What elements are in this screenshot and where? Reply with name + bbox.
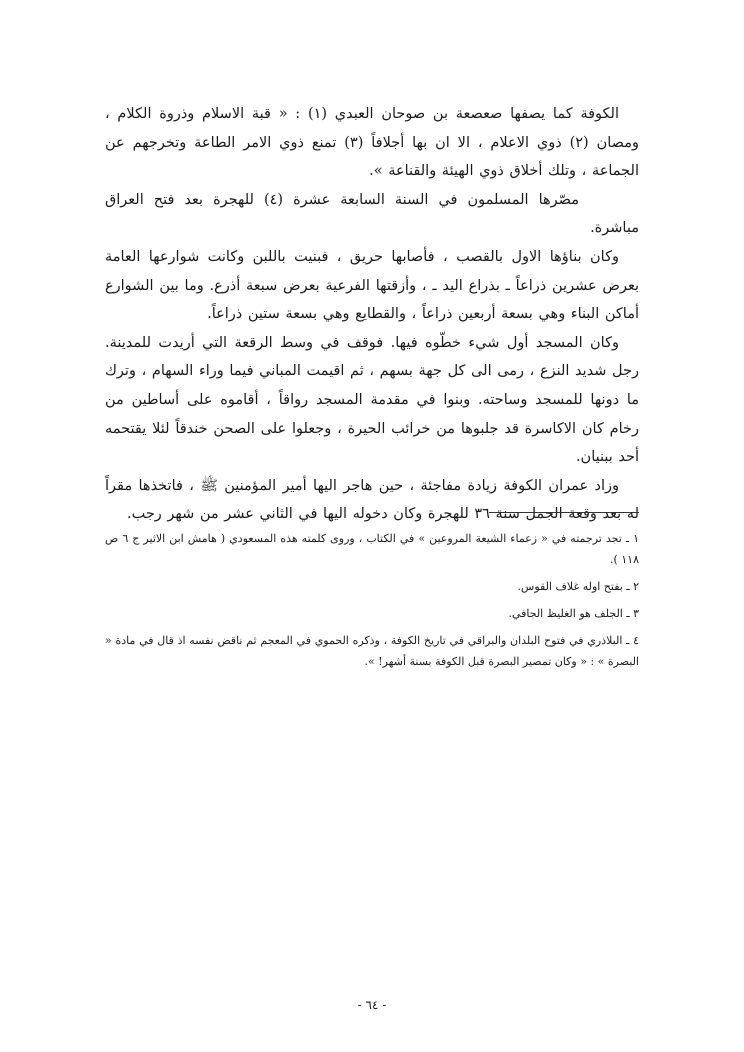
footnote-4: ٤ ـ البلاذري في فتوح البلدان والبراقي في تاريخ الكوفة ، وذكره الحموي في المعجم ثم ناقض نفسه اذ قال في مادة « البصرة » : « وكان تمصير البصرة قبل الكوفة بسنة أشهر! ». — [105, 634, 639, 668]
paragraph-5: وزاد عمران الكوفة زيادة مفاجئة ، حين هاجر اليها أمير المؤمنين ﷺ ، فاتخذها مقراً له بعد وقعة الجمل سنة ٣٦ للهجرة وكان دخوله اليها في الثاني عشر من شهر رجب. — [105, 477, 639, 523]
main-text — [105, 100, 639, 529]
footnote-separator — [489, 512, 639, 513]
paragraph-2: مصّرها المسلمون في السنة السابعة عشرة (٤) للهجرة بعد فتح العراق مباشرة. — [105, 191, 639, 237]
paragraph-1: الكوفة كما يصفها صعصعة بن صوحان العبدي (١) : « قبة الاسلام وذروة الكلام ، ومصان (٢) ذوي الاعلام ، الا ان بها أجلافاً (٣) تمنع ذوي الامر الطاعة وتخرجهم عن الجماعة ، وتلك أخلاق ذوي الهيئة والقناعة ». — [105, 106, 639, 180]
footnote-1: ١ ـ تجد ترجمته في « زعماء الشيعة المروعين » في الكتاب ، وروى كلمته هذه المسعودي ( هامش ابن الاثير ج ٦ ص ١١٨ ). — [105, 532, 639, 566]
page-number: - ٦٤ - — [357, 998, 387, 1012]
paragraph-3: وكان بناؤها الاول بالقصب ، فأصابها حريق ، فبنيت باللبن وكانت شوارعها العامة بعرض عشرين ذراعاً ـ بذراع اليد ـ ، وأزقتها الفرعية بعرض سبعة أذرع. وما بين الشوارع أماكن البناء وهي بسعة أربعين ذراعاً ، والقطايع وهي بسعة ستين ذراعاً. — [105, 248, 639, 323]
footnote-2: ٢ ـ بفتح اوله غلاف القوس. — [517, 580, 639, 593]
footnote-3: ٣ ـ الجلف هو الغليظ الجافي. — [508, 607, 639, 620]
footnotes — [105, 528, 639, 678]
paragraph-4: وكان المسجد أول شيء خطّوه فيها. فوقف في وسط الرقعة التي أريدت للمدينة. رجل شديد النزع ، رمى الى كل جهة بسهم ، ثم اقيمت المباني فيما وراء السهام ، وترك ما دونها للمسجد وساحته. وبنوا في مقدمة المسجد رواقاً ، أقاموه على أساطين من رخام كان الاكاسرة قد جلبوها من خرائب الحيرة ، وجعلوا على الصحن خندقاً لئلا يقتحمه أحد ببنيان. — [104, 334, 639, 466]
